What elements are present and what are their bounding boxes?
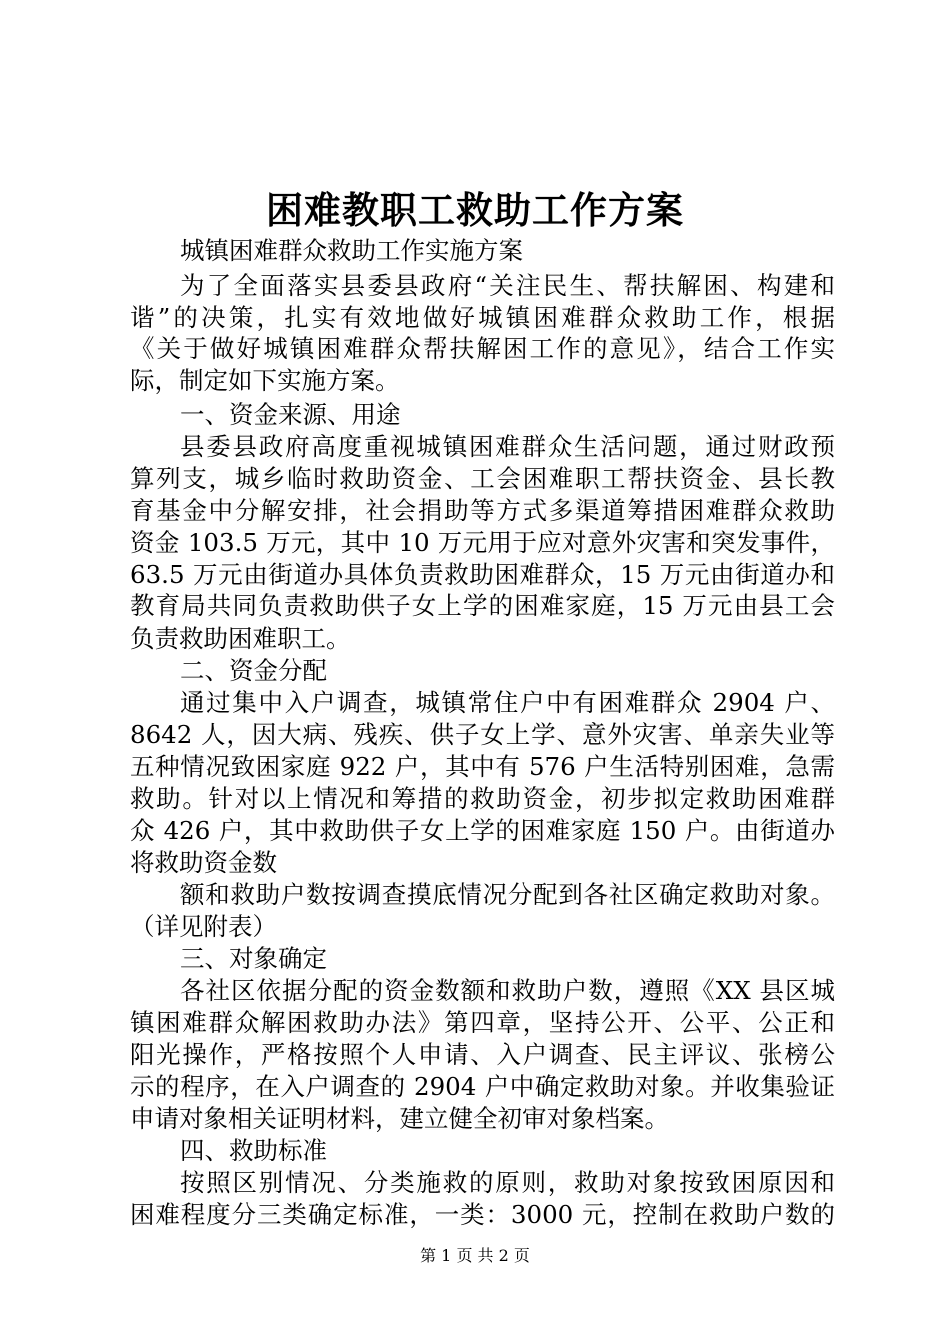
body-line: 困难程度分三类确定标准，一类：3000 元，控制在救助户数的 [130, 1200, 835, 1229]
body-line: 按照区别情况、分类施救的原则，救助对象按致困原因和 [180, 1168, 835, 1197]
body-line: 二、资金分配 [180, 656, 327, 685]
body-line: 四、救助标准 [180, 1136, 327, 1165]
body-line: 额和救助户数按调查摸底情况分配到各社区确定救助对象。 [180, 880, 835, 909]
body-line: 谐”的决策，扎实有效地做好城镇困难群众救助工作，根据 [130, 303, 835, 332]
document-title: 困难教职工救助工作方案 [266, 188, 684, 232]
body-line: 县委县政府高度重视城镇困难群众生活问题，通过财政预 [180, 432, 835, 461]
body-line: 申请对象相关证明材料，建立健全初审对象档案。 [130, 1104, 669, 1133]
body-line: 一、资金来源、用途 [180, 400, 401, 429]
body-line: 镇困难群众解困救助办法》第四章，坚持公开、公平、公正和 [130, 1008, 835, 1037]
body-line: 救助。针对以上情况和筹措的救助资金，初步拟定救助困难群 [130, 784, 835, 813]
body-line: 算列支，城乡临时救助资金、工会困难职工帮扶资金、县长教 [130, 464, 835, 493]
page-footer: 第 1 页 共 2 页 [420, 1246, 530, 1265]
body-line: 《关于做好城镇困难群众帮扶解困工作的意见》，结合工作实 [130, 334, 835, 363]
body-line: 为了全面落实县委县政府“关注民生、帮扶解困、构建和 [180, 271, 835, 300]
body-line: 将救助资金数 [130, 848, 277, 877]
body-line: 各社区依据分配的资金数额和救助户数，遵照《XX 县区城 [180, 976, 835, 1005]
body-line: 资金 103.5 万元，其中 10 万元用于应对意外灾害和突发事件， [130, 528, 835, 557]
body-line: （详见附表） [130, 912, 277, 941]
body-line: 示的程序，在入户调查的 2904 户中确定救助对象。并收集验证 [130, 1072, 835, 1101]
body-line: 8642 人，因大病、残疾、供子女上学、意外灾害、单亲失业等 [130, 720, 835, 749]
body-line: 教育局共同负责救助供子女上学的困难家庭，15 万元由县工会 [130, 591, 835, 620]
body-line: 际，制定如下实施方案。 [130, 366, 400, 395]
body-line: 众 426 户，其中救助供子女上学的困难家庭 150 户。由街道办 [130, 816, 835, 845]
body-line: 负责救助困难职工。 [130, 624, 351, 653]
body-line: 三、对象确定 [180, 944, 327, 973]
body-line: 五种情况致困家庭 922 户，其中有 576 户生活特别困难，急需 [130, 752, 835, 781]
body-line: 育基金中分解安排，社会捐助等方式多渠道筹措困难群众救助 [130, 496, 835, 525]
body-line: 阳光操作，严格按照个人申请、入户调查、民主评议、张榜公 [130, 1040, 835, 1069]
body-line: 通过集中入户调查，城镇常住户中有困难群众 2904 户、 [180, 688, 835, 717]
body-line: 城镇困难群众救助工作实施方案 [180, 236, 523, 265]
body-line: 63.5 万元由街道办具体负责救助困难群众，15 万元由街道办和 [130, 560, 835, 589]
